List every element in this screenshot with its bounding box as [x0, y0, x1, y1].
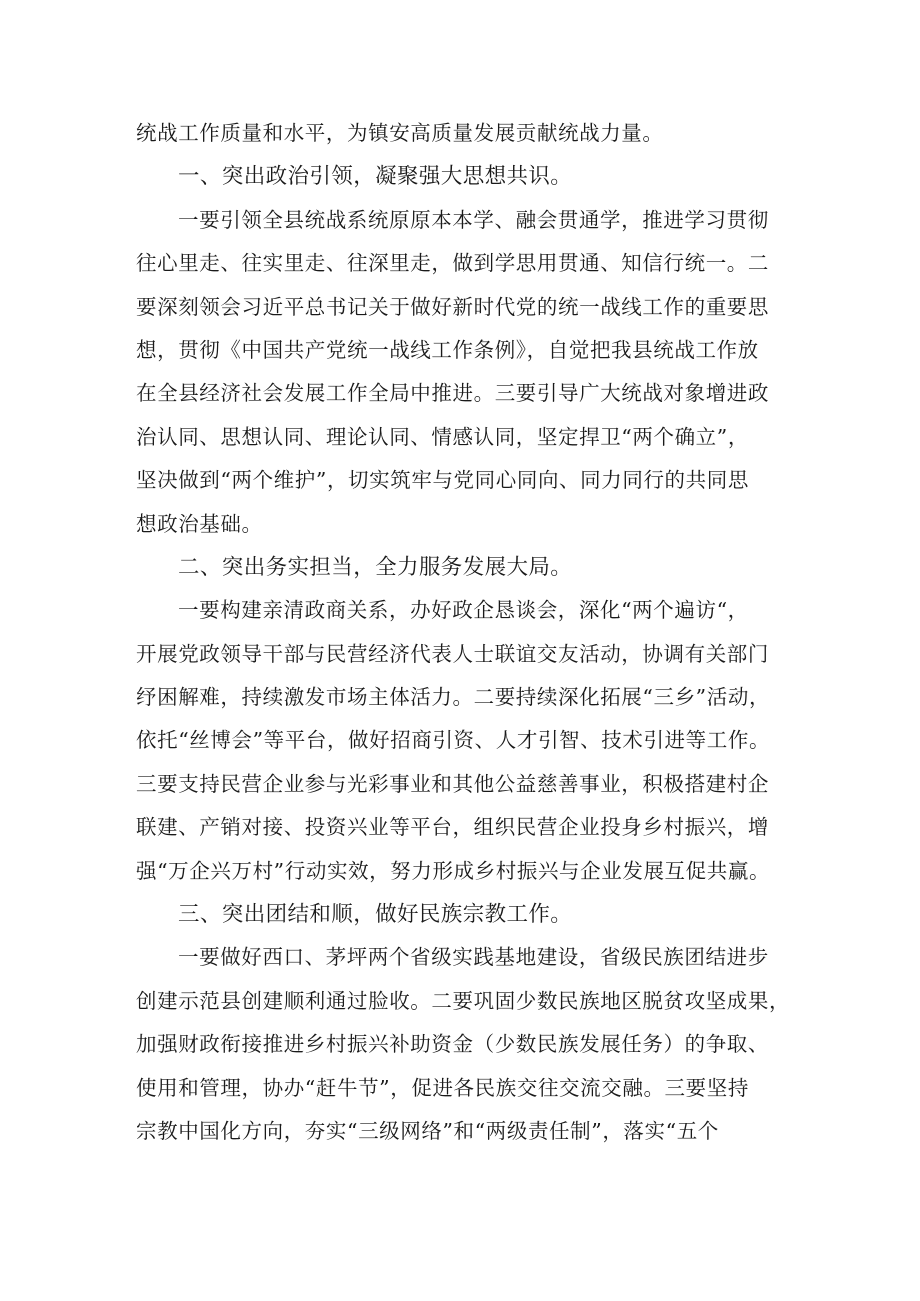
- paragraph-line: 创建示范县创建顺利通过脸收。二要巩固少数民族地区脱贫攻坚成果，: [136, 988, 791, 1013]
- paragraph-line: 要深刻领会习近平总书记关于做好新时代党的统一战线工作的重要思: [136, 294, 769, 319]
- paragraph-line: 三要支持民营企业参与光彩事业和其他公益慈善事业，积极搭建村企: [136, 771, 769, 796]
- section-3: [136, 893, 796, 1153]
- paragraph-line: 坚决做到“两个维护”，切实筑牢与党同心同向、同力同行的共同思: [136, 468, 749, 493]
- paragraph-line: 一要构建亲清政商关系，办好政企恳谈会，深化“两个遍访“，: [178, 598, 749, 623]
- section-heading: 二、突出务实担当，全力服务发展大局。: [178, 554, 573, 580]
- paragraph-line: 统战工作质量和水平，为镇安高质量发展贡献统战力量。: [136, 121, 664, 145]
- paragraph-line: 治认同、思想认同、理论认同、情感认同，坚定捍卫“两个确立”，: [136, 424, 749, 449]
- document-body: [136, 112, 796, 1153]
- paragraph-line: 想政治基础。: [136, 511, 263, 536]
- paragraph-line: 开展党政领导干部与民营经济代表人士联谊交友活动，协调有关部门: [136, 641, 769, 666]
- section-2: [136, 546, 796, 893]
- paragraph-line: 想，贯彻《中国共产党统一战线工作条例》，自觉把我县统战工作放: [136, 337, 759, 362]
- section-2-paragraph: [136, 589, 796, 893]
- paragraph-line: 加强财政衔接推进乡村振兴补助资金（少数民族发展任务）的争取、: [136, 1032, 769, 1057]
- section-heading: 三、突出团结和顺，做好民族宗教工作。: [178, 902, 573, 928]
- paragraph-line: 纾困解难，持续激发市场主体活力。二要持续深化拓展“三乡”活动，: [136, 685, 771, 710]
- opening-paragraph: [136, 112, 796, 155]
- section-1-paragraph: [136, 199, 796, 546]
- paragraph-line: 使用和管理，协办“赶牛节”，促进各民族交往交流交融。三要坚持: [136, 1075, 749, 1100]
- paragraph-line: 一要引领全县统战系统原原本本学、融会贯通学，推进学习贯彻: [178, 207, 769, 232]
- paragraph-line: 宗教中国化方向，夯实“三级网络”和“两级责任制”，落实“五个: [136, 1118, 719, 1143]
- paragraph-line: 依托“丝博会”等平台，做好招商引资、人才引智、技术引进等工作。: [136, 728, 771, 753]
- section-1: [136, 155, 796, 546]
- section-3-paragraph: [136, 936, 796, 1153]
- paragraph-line: 联建、产销对接、投资兴业等平台，组织民营企业投身乡村振兴，增: [136, 815, 769, 840]
- paragraph-line: 在全县经济社会发展工作全局中推进。三要引导广大统战对象增进政: [136, 381, 769, 406]
- paragraph-line: 往心里走、往实里走、往深里走，做到学思用贯通、知信行统一。二: [136, 251, 769, 276]
- section-heading: 一、突出政治引领，凝聚强大思想共识。: [178, 164, 573, 190]
- paragraph-line: 一要做好西口、茅坪两个省级实践基地建设，省级民族团结进步: [178, 945, 769, 970]
- paragraph-line: 强“万企兴万村”行动实效，努力形成乡村振兴与企业发展互促共赢。: [136, 858, 771, 883]
